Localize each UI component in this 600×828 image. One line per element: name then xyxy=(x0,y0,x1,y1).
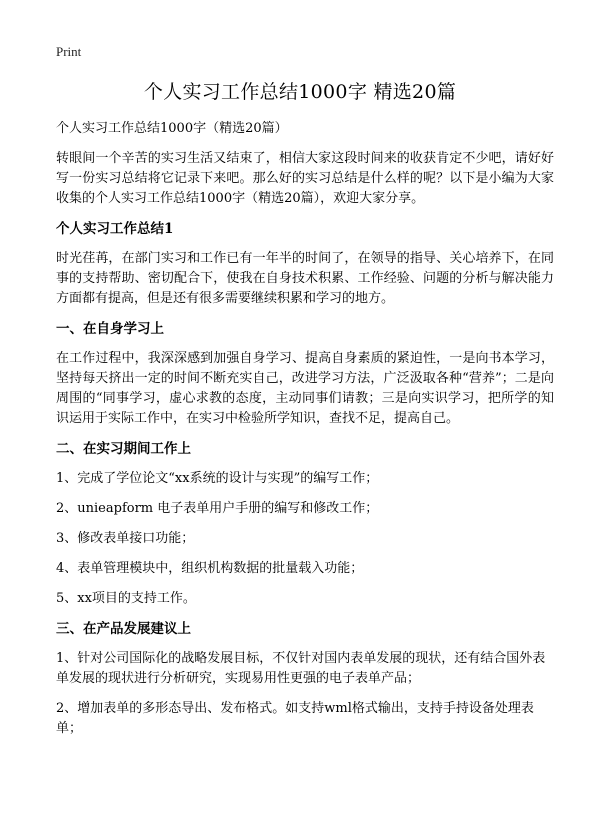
list-item: 3、修改表单接口功能； xyxy=(56,531,195,546)
print-label: Print xyxy=(56,44,82,59)
part2-heading: 二、在实习期间工作上 xyxy=(56,441,191,457)
list-item: 1、完成了学位论文“xx系统的设计与实现”的编写工作； xyxy=(56,471,379,486)
list-item: 2、增加表单的多形态导出、发布格式。如支持wml格式输出，支持手持设备处理表单； xyxy=(56,701,534,736)
part1-paragraph: 在工作过程中，我深深感到加强自身学习、提高自身素质的紧迫性，一是向书本学习，坚持每天挤出一定的时间不断充实自己，改进学习方法，广泛汲取各种“营养”；二是向周围的“同事学习，虚心求教的态度，主动同事们请教；三是向实识学习，把所学的知识运用于实际工作中，在实习中检验所学知识，查找不足，提高自己。 xyxy=(56,351,554,426)
document-title: 个人实习工作总结1000字 精选20篇 xyxy=(143,81,457,103)
part3-heading: 三、在产品发展建议上 xyxy=(56,621,191,637)
section-paragraph: 时光荏苒，在部门实习和工作已有一年半的时间了，在领导的指导、关心培养下，在同事的支持帮助、密切配合下，使我在自身技术积累、工作经验、问题的分析与解决能力方面都有提高，但是还有很多需要继续积累和学习的地方。 xyxy=(56,251,554,306)
section-heading: 个人实习工作总结1 xyxy=(56,221,174,237)
list-item: 2、unieapform 电子表单用户手册的编写和修改工作； xyxy=(56,501,379,516)
list-item: 4、表单管理模块中，组织机构数据的批量载入功能； xyxy=(56,561,364,576)
list-item: 1、针对公司国际化的战略发展目标，不仅针对国内表单发展的现状，还有结合国外表单发展的现状进行分析研究，实现易用性更强的电子表单产品； xyxy=(56,651,546,686)
document-subtitle: 个人实习工作总结1000字（精选20篇） xyxy=(56,121,288,136)
part1-heading: 一、在自身学习上 xyxy=(56,321,164,337)
intro-paragraph: 转眼间一个辛苦的实习生活又结束了，相信大家这段时间来的收获肯定不少吧，请好好写一份实习总结将它记录下来吧。那么好的实习总结是什么样的呢？以下是小编为大家收集的个人实习工作总结1000字（精选20篇），欢迎大家分享。 xyxy=(56,151,554,206)
list-item: 5、xx项目的支持工作。 xyxy=(56,591,196,606)
document-body xyxy=(56,119,554,749)
